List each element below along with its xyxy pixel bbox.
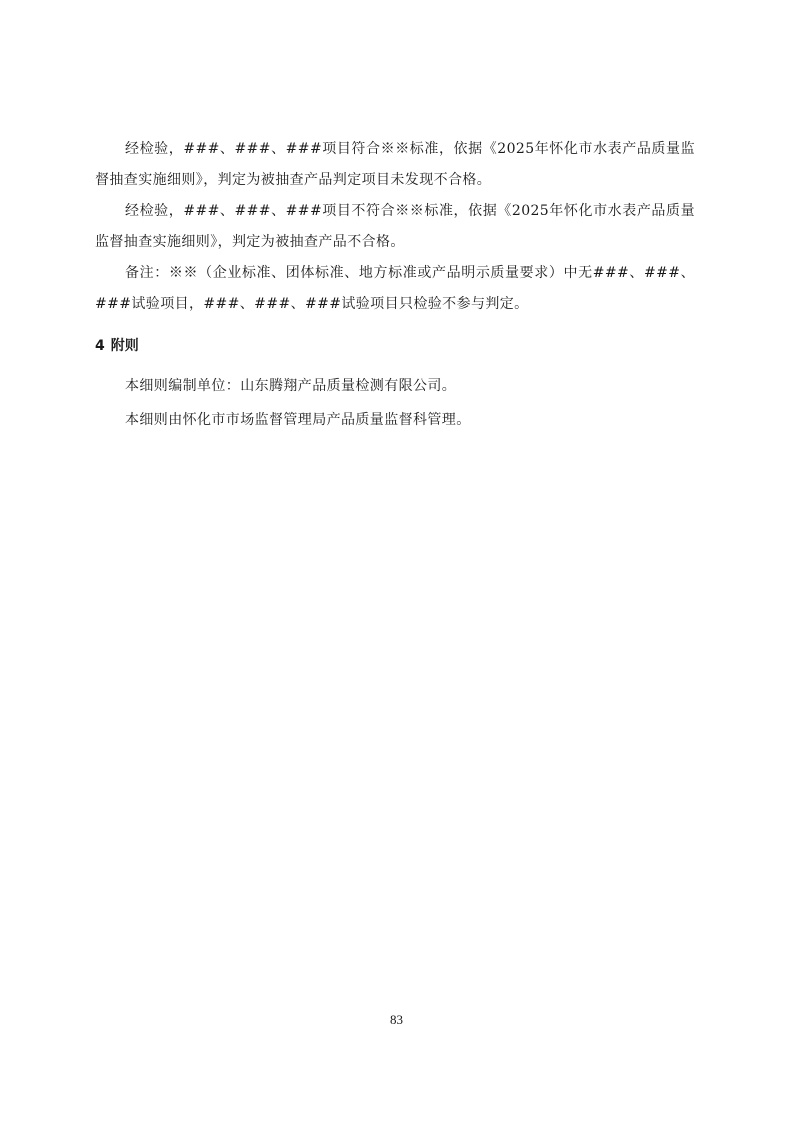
section-heading — [95, 334, 139, 358]
paragraph-nonconforming-result: 经检验，###、###、###项目不符合※※标准，依据《2025年怀化市水表产品质量监督抽查实施细则》，判定为被抽查产品不合格。 — [95, 203, 695, 250]
management-note: 本细则由怀化市市场监督管理局产品质量监督科管理。 — [125, 412, 471, 428]
paragraph-conforming-result: 经检验，###、###、###项目符合※※标准，依据《2025年怀化市水表产品质量监督抽查实施细则》，判定为被抽查产品判定项目未发现不合格。 — [95, 141, 695, 188]
compiler-note: 本细则编制单位：山东腾翔产品质量检测有限公司。 — [125, 378, 457, 394]
section-title: 附则 — [110, 338, 139, 354]
section-number: 4 — [95, 338, 105, 354]
page-number: 83 — [390, 1012, 403, 1027]
paragraph-remark: 备注：※※（企业标准、团体标准、地方标准或产品明示质量要求）中无###、###、###试验项目，###、###、###试验项目只检验不参与判定。 — [95, 265, 695, 312]
